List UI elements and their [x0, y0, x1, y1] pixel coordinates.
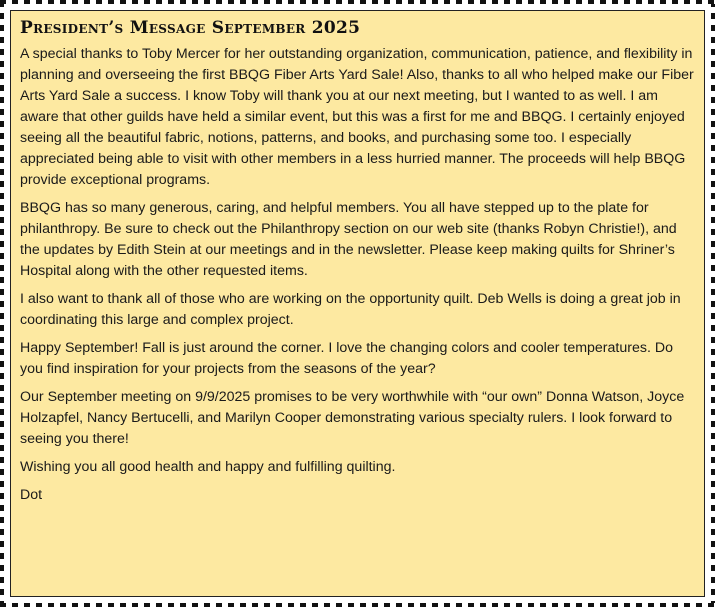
message-paragraph-closing: Wishing you all good health and happy and fulfilling quilting.	[20, 459, 396, 475]
message-paragraph-september: Happy September! Fall is just around the corner. I love the changing colors and cooler temperatures. Do you find inspiration for your projects from the seasons of the year?	[20, 340, 673, 377]
message-paragraph-philanthropy: BBQG has so many generous, caring, and helpful members. You all have stepped up to the plate for philanthropy. Be sure to check out the Philanthropy section on our web site (thanks Robyn Christie!), and the updates by Edith Stein at our meetings and in the newsletter. Please keep making quilts for Shriner’s Hospital along with the other requested items.	[20, 200, 677, 279]
message-paragraph-meeting: Our September meeting on 9/9/2025 promises to be very worthwhile with “our own” Donna Watson, Joyce Holzapfel, Nancy Bertucelli, and Marilyn Cooper demonstrating various specialty rulers. I look forward to seeing you there!	[20, 389, 685, 447]
message-panel	[10, 10, 705, 597]
message-signature: Dot	[20, 487, 43, 503]
message-paragraph-opportunity-quilt: I also want to thank all of those who are working on the opportunity quilt. Deb Wells is doing a great job in coordinating this large and complex project.	[20, 291, 681, 328]
message-paragraph-thanks: A special thanks to Toby Mercer for her outstanding organization, communication, patience, and flexibility in planning and overseeing the first BBQG Fiber Arts Yard Sale! Also, thanks to all who helped make our Fiber Arts Yard Sale a success. I know Toby will thank you at our next meeting, but I wanted to as well. I am aware that other guilds have held a similar event, but this was a first for me and BBQG. I certainly enjoyed seeing all the beautiful fabric, notions, patterns, and books, and purchasing some too. I especially appreciated being able to visit with other members in a less hurried manner. The proceeds will help BBQG provide exceptional programs.	[20, 46, 694, 188]
message-title: President’s Message September 2025	[20, 18, 361, 38]
